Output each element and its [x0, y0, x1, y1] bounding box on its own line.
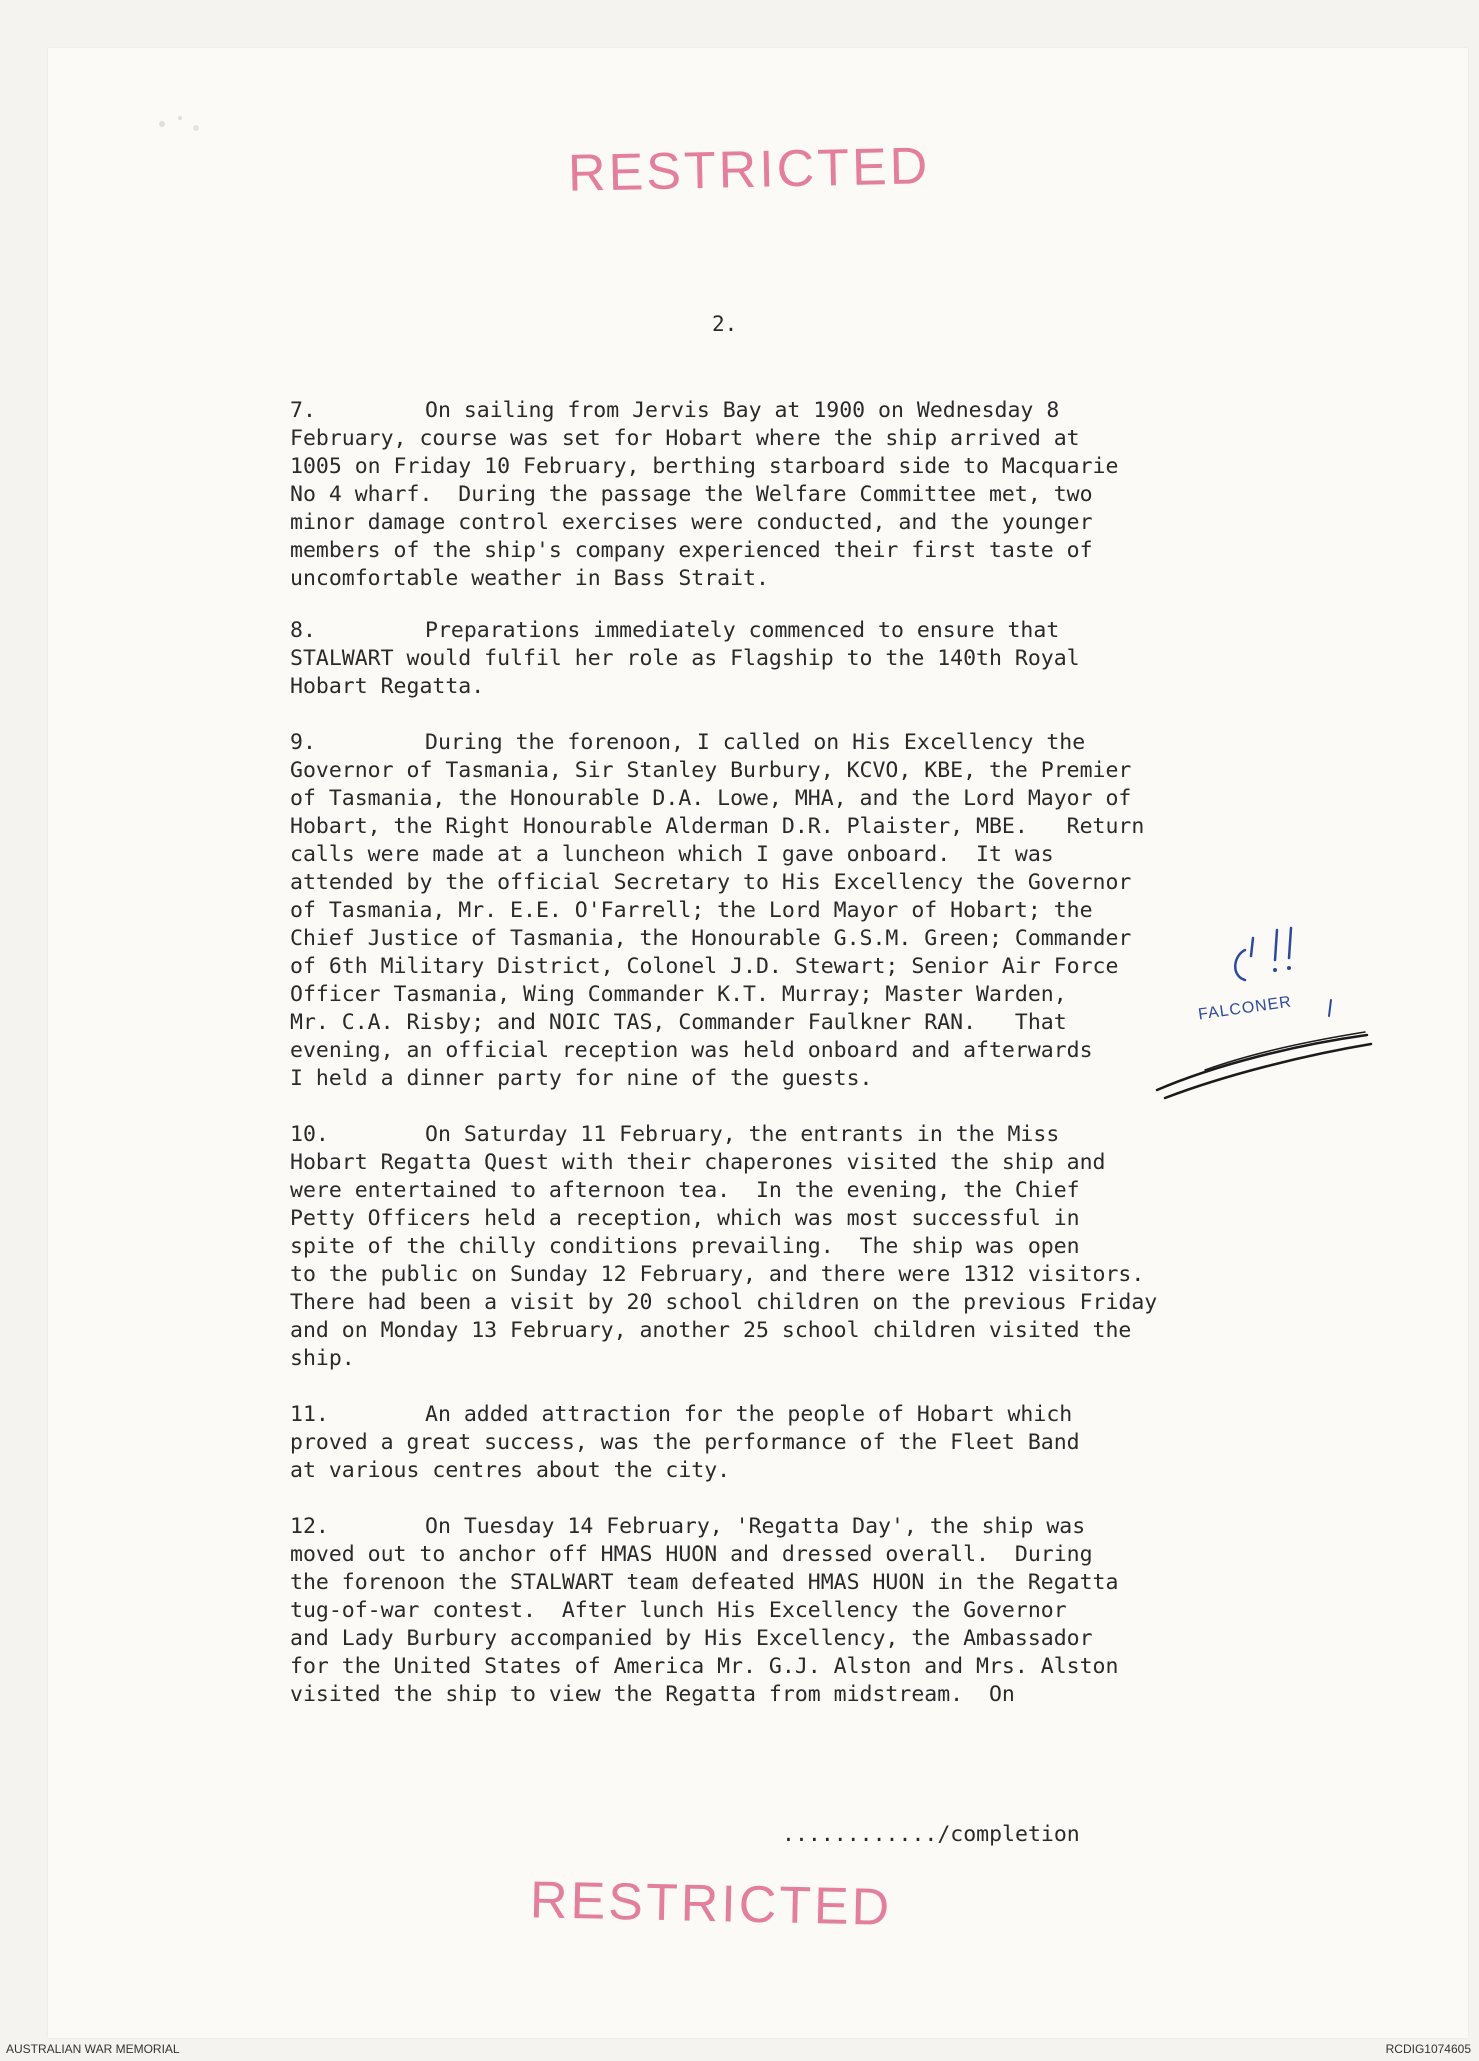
paragraph-line: On Tuesday 14 February, 'Regatta Day', the ship was: [425, 1514, 1086, 1539]
paragraph-line: Chief Justice of Tasmania, the Honourable G.S.M. Green; Commander: [290, 926, 1132, 951]
paper-blemish: [150, 104, 210, 144]
paragraph-line: spite of the chilly conditions prevailing. The ship was open: [290, 1234, 1080, 1259]
paragraph-line: of Tasmania, Mr. E.E. O'Farrell; the Lord Mayor of Hobart; the: [290, 898, 1093, 923]
paragraph-line: visited the ship to view the Regatta from midstream. On: [290, 1682, 1015, 1707]
paragraph-line: of 6th Military District, Colonel J.D. Stewart; Senior Air Force: [290, 954, 1119, 979]
paragraph-line: During the forenoon, I called on His Excellency the: [425, 730, 1086, 755]
paragraph-line: Officer Tasmania, Wing Commander K.T. Murray; Master Warden,: [290, 982, 1067, 1007]
paragraph-line: STALWART would fulfil her role as Flagship to the 140th Royal: [290, 646, 1080, 671]
paragraph-line: attended by the official Secretary to His Excellency the Governor: [290, 870, 1132, 895]
paragraph-line: Hobart Regatta.: [290, 674, 485, 699]
continuation-marker: ............/completion: [782, 1822, 1080, 1847]
paragraph-8: [290, 617, 1270, 701]
paragraph-9: [290, 729, 1270, 1093]
paragraph-line: at various centres about the city.: [290, 1458, 731, 1483]
footer-identifier: RCDIG1074605: [1385, 2042, 1471, 2056]
paragraph-line: to the public on Sunday 12 February, and there were 1312 visitors.: [290, 1262, 1145, 1287]
paragraph-line: were entertained to afternoon tea. In the evening, the Chief: [290, 1178, 1080, 1203]
page-number: 2.: [712, 312, 738, 336]
paragraph-line: There had been a visit by 20 school children on the previous Friday: [290, 1290, 1158, 1315]
paragraph-number: 8.: [290, 618, 316, 643]
paragraph-line: February, course was set for Hobart where the ship arrived at: [290, 426, 1080, 451]
paragraph-10: [290, 1121, 1270, 1373]
paragraph-line: calls were made at a luncheon which I gave onboard. It was: [290, 842, 1054, 867]
paragraph-12: [290, 1513, 1270, 1709]
paragraph-line: for the United States of America Mr. G.J. Alston and Mrs. Alston: [290, 1654, 1119, 1679]
paragraph-line: No 4 wharf. During the passage the Welfare Committee met, two: [290, 482, 1093, 507]
handwritten-annotation-text: FALCONER: [1197, 993, 1293, 1024]
paragraph-line: An added attraction for the people of Hobart which: [425, 1402, 1073, 1427]
paragraph-number: 10.: [290, 1122, 329, 1147]
paragraph-line: Hobart Regatta Quest with their chaperones visited the ship and: [290, 1150, 1106, 1175]
paragraph-line: minor damage control exercises were conducted, and the younger: [290, 510, 1093, 535]
paragraph-line: and Lady Burbury accompanied by His Excellency, the Ambassador: [290, 1626, 1093, 1651]
paragraph-line: tug-of-war contest. After lunch His Excellency the Governor: [290, 1598, 1067, 1623]
paragraph-line: Preparations immediately commenced to ensure that: [425, 618, 1060, 643]
paragraph-number: 11.: [290, 1402, 329, 1427]
restricted-stamp-top: RESTRICTED: [567, 137, 931, 203]
paragraph-line: of Tasmania, the Honourable D.A. Lowe, MHA, and the Lord Mayor of: [290, 786, 1132, 811]
paragraph-line: On sailing from Jervis Bay at 1900 on Wednesday 8: [425, 398, 1060, 423]
paragraph-line: Petty Officers held a reception, which was most successful in: [290, 1206, 1080, 1231]
paragraph-7: [290, 397, 1270, 593]
paragraph-number: 7.: [290, 398, 316, 423]
paragraph-line: Hobart, the Right Honourable Alderman D.R. Plaister, MBE. Return: [290, 814, 1145, 839]
paragraph-line: proved a great success, was the performance of the Fleet Band: [290, 1430, 1080, 1455]
paragraph-line: the forenoon the STALWART team defeated HMAS HUON in the Regatta: [290, 1570, 1119, 1595]
paragraph-line: On Saturday 11 February, the entrants in the Miss: [425, 1122, 1060, 1147]
paragraph-line: moved out to anchor off HMAS HUON and dressed overall. During: [290, 1542, 1093, 1567]
paragraph-line: uncomfortable weather in Bass Strait.: [290, 566, 769, 591]
paragraph-line: Governor of Tasmania, Sir Stanley Burbury, KCVO, KBE, the Premier: [290, 758, 1132, 783]
paragraph-line: 1005 on Friday 10 February, berthing starboard side to Macquarie: [290, 454, 1119, 479]
paragraph-line: Mr. C.A. Risby; and NOIC TAS, Commander Faulkner RAN. That: [290, 1010, 1067, 1035]
restricted-stamp-bottom: RESTRICTED: [529, 1871, 893, 1937]
paragraph-line: ship.: [290, 1346, 355, 1371]
paragraph-11: [290, 1401, 1270, 1485]
footer-source: AUSTRALIAN WAR MEMORIAL: [6, 2042, 180, 2056]
paragraph-line: and on Monday 13 February, another 25 school children visited the: [290, 1318, 1132, 1343]
paragraph-line: I held a dinner party for nine of the guests.: [290, 1066, 873, 1091]
paragraph-number: 9.: [290, 730, 316, 755]
paragraph-line: members of the ship's company experienced their first taste of: [290, 538, 1093, 563]
paragraph-line: evening, an official reception was held onboard and afterwards: [290, 1038, 1093, 1063]
paragraph-number: 12.: [290, 1514, 329, 1539]
